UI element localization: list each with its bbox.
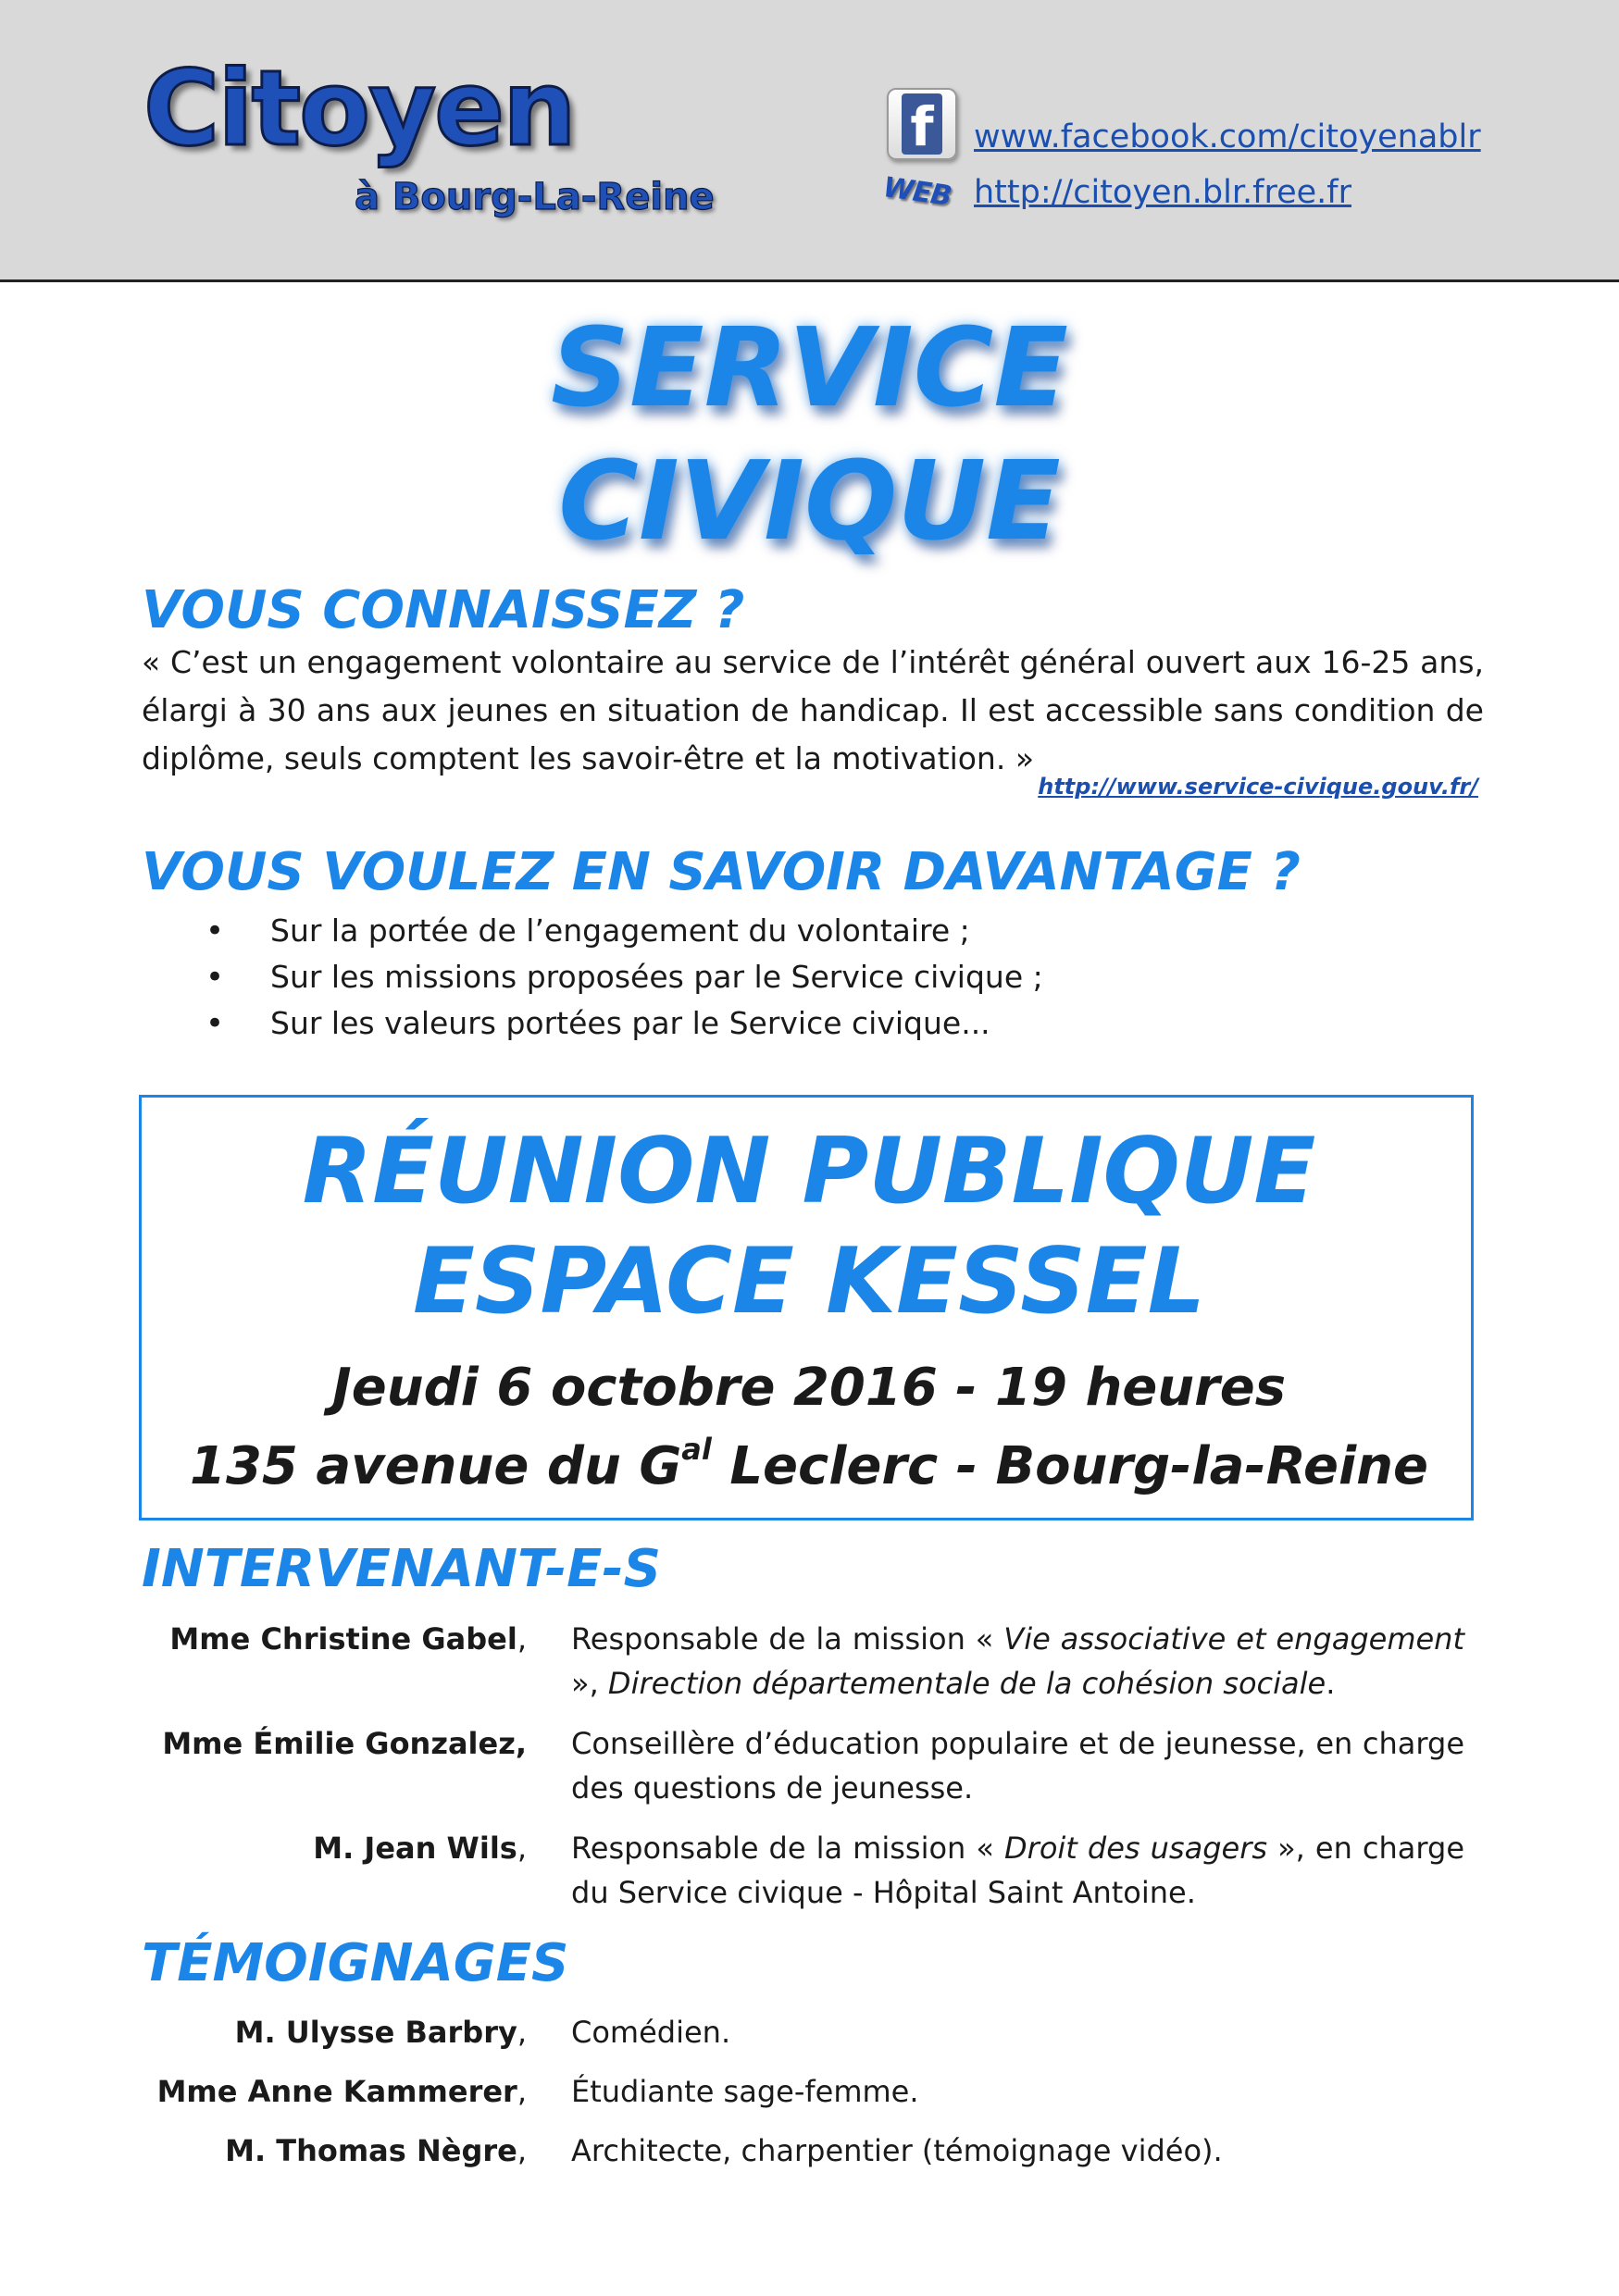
heading-temoignages: TÉMOIGNAGES (142, 1933, 569, 1993)
meeting-address: 135 avenue du $G^{al}$ Leclerc - Bourg-la-Reine (190, 1432, 1428, 1496)
service-civique-link[interactable]: http://www.service-civique.gouv.fr/ (1038, 774, 1478, 800)
website-link[interactable]: http://citoyen.blr.free.fr (974, 174, 1351, 211)
meeting-box (139, 1095, 1474, 1520)
speaker-name: M. Jean Wils, (313, 1831, 527, 1866)
meeting-title-line2: ESPACE KESSEL (412, 1229, 1206, 1334)
heading-en-savoir-davantage: VOUS VOULEZ EN SAVOIR DAVANTAGE ? (142, 842, 1301, 902)
witness-name: M. Thomas Nègre, (225, 2133, 527, 2168)
heading-intervenants: INTERVENANT-E-S (142, 1539, 661, 1599)
speaker-role: Responsable de la mission « Vie associative et engagement », Direction départementale de la cohésion sociale. (571, 1621, 1465, 1701)
main-title-line1: SERVICE (551, 304, 1068, 431)
witness-role: Architecte, charpentier (témoignage vidéo). (571, 2133, 1223, 2168)
list-item: • Sur les valeurs portées par le Service civique... (205, 1000, 1043, 1047)
witness-name: M. Ulysse Barbry, (234, 2015, 527, 2050)
list-item: • Sur les missions proposées par le Service civique ; (205, 954, 1043, 1000)
speaker-role: Conseillère d’éducation populaire et de jeunesse, en charge des questions de jeunesse. (571, 1726, 1464, 1806)
header-banner (0, 0, 1619, 282)
facebook-icon[interactable]: f (887, 88, 957, 160)
web-icon: WEB (880, 171, 953, 213)
meeting-date: Jeudi 6 octobre 2016 - 19 heures (331, 1358, 1287, 1418)
speaker-name: Mme Émilie Gonzalez, (162, 1726, 527, 1761)
logo-citoyen: Citoyen (143, 49, 575, 169)
definition-quote: « C’est un engagement volontaire au service de l’intérêt général ouvert aux 16-25 ans, élargi à 30 ans aux jeunes en situation de handicap. Il est accessible sans condition de diplôme, seuls comptent les savoir-être et la motivation. » (142, 644, 1484, 776)
speaker-role: Responsable de la mission « Droit des usagers », en charge du Service civique - Hôpital Saint Antoine. (571, 1831, 1465, 1910)
heading-vous-connaissez: VOUS CONNAISSEZ ? (142, 580, 745, 640)
topics-list (205, 908, 1043, 1047)
witness-name: Mme Anne Kammerer, (156, 2074, 527, 2109)
list-item: • Sur la portée de l’engagement du volontaire ; (205, 908, 1043, 954)
meeting-title-line1: RÉUNION PUBLIQUE (302, 1119, 1316, 1224)
witness-role: Étudiante sage-femme. (571, 2074, 919, 2109)
witness-role: Comédien. (571, 2015, 731, 2050)
speaker-name: Mme Christine Gabel, (169, 1621, 527, 1657)
facebook-link[interactable]: www.facebook.com/citoyenablr (974, 118, 1481, 155)
main-title-line2: CIVIQUE (558, 437, 1061, 565)
logo-subtitle: à Bourg-La-Reine (355, 176, 715, 218)
